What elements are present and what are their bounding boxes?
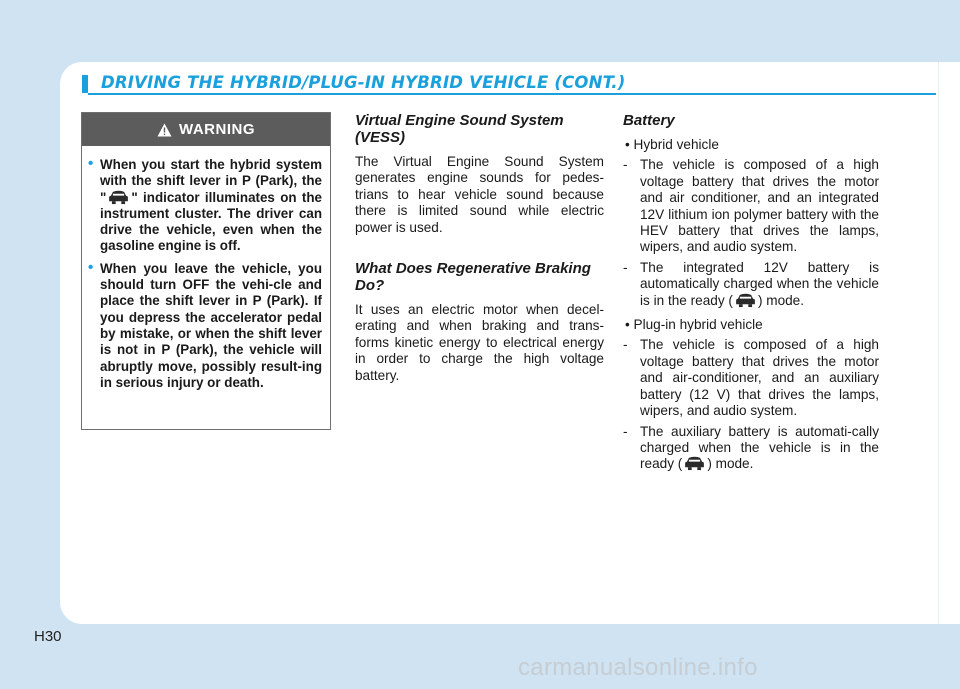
watermark-text: carmanualsonline.info [518,654,758,681]
hybrid-sub-item: - The integrated 12V battery is automatically charged when the vehicle is in the ready ( ) mode. [623,259,879,308]
page-number: H30 [34,628,62,645]
bullet-dot: • [88,258,94,276]
section-header-title: DRIVING THE HYBRID/PLUG-IN HYBRID VEHICLE (CONT.) [101,73,626,92]
ready-car-icon [108,190,129,205]
right-column [623,112,879,473]
page-right-rule [938,62,939,624]
plugin-vehicle-label: • Plug-in hybrid vehicle [625,317,763,333]
hybrid-sub-item: - The vehicle is composed of a high voltage battery that drives the motor and air conditioner, and an integrated 12V lithium ion polymer battery with the HEV battery that drives the lamps, wipers, and audio system. [623,157,879,255]
header-accent-bar [82,75,88,93]
plugin-sub-item: - The auxiliary battery is automati-cally charged when the vehicle is in the ready ( ) mode. [623,423,879,472]
warning-box [81,112,331,430]
warning-item: • When you leave the vehicle, you should turn OFF the vehi-cle and place the shift lever in P (Park). If you depress the accelerator pedal by mistake, or when the shift lever is not in P (Park), the vehicle will abruptly move, possibly result-ing in serious injury or death. [88,258,322,390]
warning-title: WARNING [179,121,255,138]
hybrid-vehicle-label: • Hybrid vehicle [625,137,719,152]
warning-triangle-icon [157,123,172,137]
header-underline [88,93,936,95]
middle-column [355,112,604,384]
battery-heading: Battery [623,112,675,129]
plugin-sub-item: - The vehicle is composed of a high voltage battery that drives the motor and air-conditioner, and an auxiliary battery (12 V) that drives the lamps, wipers, and audio system. [623,337,879,419]
vess-heading: Virtual Engine Sound System (VESS) [355,112,564,146]
ready-car-icon [684,456,705,471]
vess-body: The Virtual Engine Sound System generates engine sounds for pedes-trians to hear vehicle sound because there is limited sound while electric power is used. [355,154,604,235]
bullet-dot: • [88,155,94,172]
regen-heading: What Does Regenerative Braking Do? [355,260,591,295]
warning-list [82,146,330,391]
warning-header [82,113,330,146]
warning-item: • When you start the hybrid system with the shift lever in P (Park), the " " indicator illuminates on the instrument cluster. The driver can drive the vehicle, even when the gasoline engine is off. [88,155,322,254]
regen-body: It uses an electric motor when decel-erating and when braking and trans-forms kinetic energy to electrical energy in order to charge the high voltage battery. [355,302,604,383]
ready-car-icon [735,293,756,308]
